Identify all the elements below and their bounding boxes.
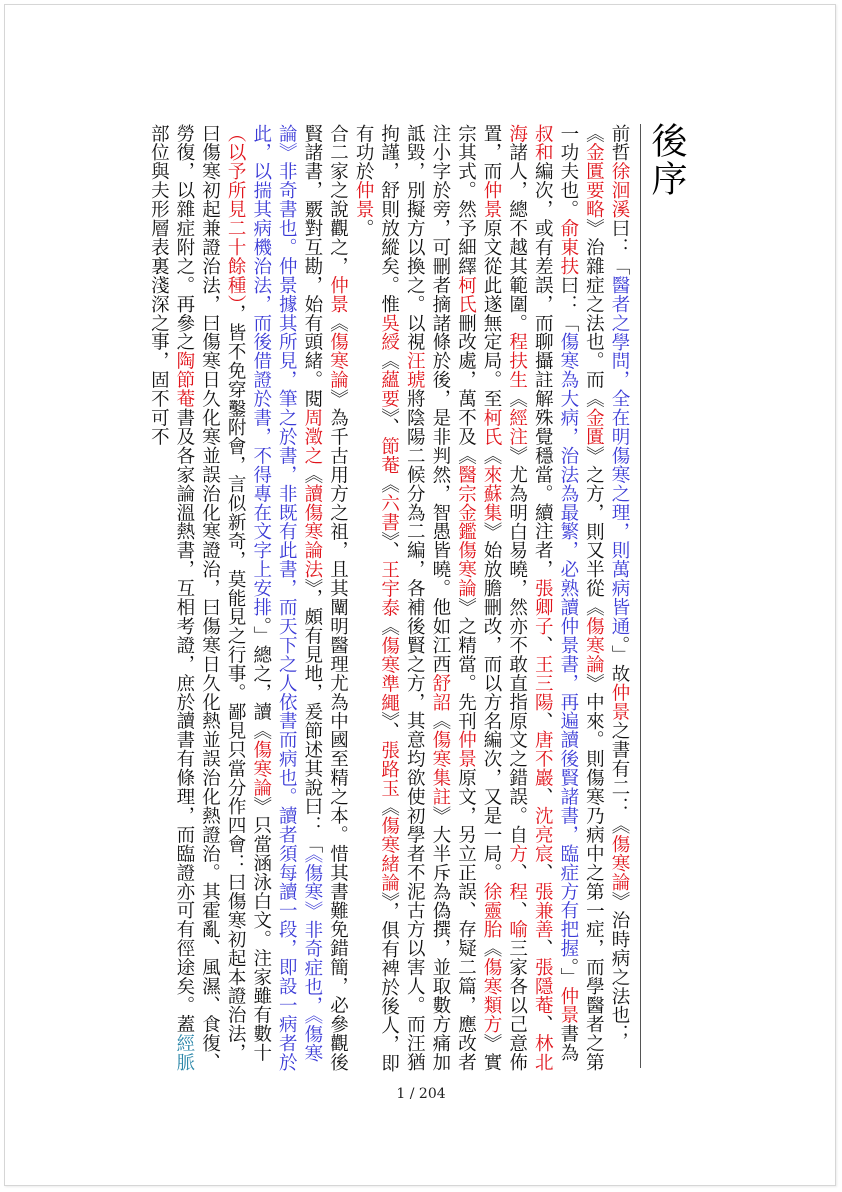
- blue-quote-text: 傷寒為大病，治法為最繁，必熟讀仲景書，再遍讀後賢諸書，臨症方有把握: [557, 332, 579, 958]
- red-highlight-text: 傷寒集註: [429, 730, 451, 807]
- red-highlight-text: 張兼善: [532, 882, 554, 939]
- red-highlight-text: 蘊要: [378, 370, 400, 409]
- red-highlight-text: 吳綬: [378, 313, 400, 352]
- body-text: 、: [532, 635, 554, 655]
- red-highlight-text: 仲景: [353, 180, 375, 219]
- body-text: 前哲: [609, 124, 630, 162]
- body-text: 《: [378, 474, 400, 494]
- title-divider: [640, 124, 641, 1068]
- red-highlight-text: 喻: [506, 919, 528, 939]
- red-highlight-text: 傷寒論: [327, 332, 349, 390]
- red-highlight-text: 傷寒論: [250, 740, 272, 797]
- body-text: 》大半斥為偽撰，並取數方痛加詆毀，別擬方以換之。以視: [404, 124, 451, 1072]
- red-highlight-text: 沈亮宸: [532, 806, 554, 864]
- body-text: 》中來。則傷寒乃病中之第一症，而學醫者之第一功夫也。: [557, 124, 605, 1072]
- body-text: ，皆不免穿鑿附會，言似新奇，莫能見之行事。鄙見只當分作四會：曰傷寒初起本證治法，曰傷寒初起兼證治法，曰傷寒日久化寒並誤治化寒證治，曰傷寒日久化熱並誤治化熱證治。其霍亂、風濕、食復、勞復，以雜症附之。再參之: [173, 124, 247, 1072]
- body-text: 》，俱有裨於後人，即有功於: [353, 124, 400, 1073]
- body-text: 》治雜症之法也。而《: [583, 218, 605, 409]
- body-text: 原文，另立正誤、存疑二篇，應改者注小字於旁，可刪者摘諸條於後，是非判然，智愚皆曉。他如江西: [429, 124, 477, 1072]
- red-highlight-text: 仲景: [481, 180, 503, 219]
- body-text: 《: [429, 711, 451, 731]
- body-text: 書及各家論溫熱書，互相考證，庶於讀書有條理，而臨證亦可有徑途矣。蓋: [173, 408, 195, 1034]
- body-text: 原文從此遂無定局。至: [481, 218, 503, 409]
- body-text: 曰：「: [609, 218, 630, 276]
- teal-highlight-text: 經脈: [173, 1033, 195, 1072]
- red-highlight-text: 方: [506, 844, 528, 864]
- body-text: 。: [353, 218, 375, 238]
- body-text: 《: [378, 797, 400, 817]
- red-highlight-text: 傷寒緒論: [378, 816, 400, 893]
- body-text: 、: [506, 900, 528, 920]
- red-highlight-text: 程扶生: [506, 332, 528, 390]
- red-highlight-text: 徐洄溪: [609, 161, 630, 219]
- body-text: 》之精當。先刊: [455, 597, 477, 731]
- body-text: 》尤為明白易曉，然亦不敢直指原文之錯誤。自: [506, 446, 528, 845]
- body-text: 《: [506, 389, 528, 409]
- red-highlight-text: 張隱菴: [532, 957, 554, 1015]
- red-highlight-text: 柯氏: [455, 275, 477, 314]
- red-highlight-text: 唐不巖: [532, 730, 554, 788]
- body-text: 、: [532, 711, 554, 731]
- document-body: [0, 124, 632, 1074]
- body-text: 書為: [557, 1024, 579, 1063]
- body-text: 《: [378, 617, 400, 637]
- body-text: 、: [532, 863, 554, 883]
- red-highlight-text: 張卿子: [532, 578, 554, 636]
- red-highlight-text: 林北海: [506, 124, 554, 1072]
- red-highlight-text: 俞東扶: [557, 218, 579, 276]
- red-highlight-text: 傷寒論: [609, 834, 630, 892]
- page-current: 1: [396, 1086, 406, 1102]
- page-total: 204: [418, 1086, 446, 1102]
- red-highlight-text: 程: [506, 882, 528, 901]
- red-highlight-text: 仲景: [609, 683, 630, 722]
- body-text: 《: [481, 446, 503, 466]
- body-text: 將陰陽二候分為二編，各補後賢之方，其意均欲使初學者不泥古方以害人。而汪猶拘謹，舒則放縱矣。惟: [378, 124, 426, 1072]
- red-highlight-text: 六書: [378, 493, 400, 532]
- red-highlight-text: 傷寒論: [583, 616, 605, 674]
- red-highlight-text: （以予所見二十餘種）: [225, 124, 247, 305]
- body-text: 。」: [557, 957, 579, 987]
- body-text: 編次，或有差誤，而聊攝註解殊覺穩當。續注者，: [532, 161, 554, 579]
- red-highlight-text: 徐靈胎: [481, 882, 503, 939]
- body-text: 》之方，則又半從《: [583, 446, 605, 617]
- red-highlight-text: 傷寒類方: [481, 957, 503, 1034]
- blue-quote-text: 醫者之學問，全在明傷寒之理，則萬病皆通: [609, 275, 630, 636]
- body-text: 《: [327, 313, 349, 333]
- body-text: 曰：「: [557, 275, 579, 333]
- red-highlight-text: 柯氏: [481, 408, 503, 447]
- red-highlight-text: 醫宗金鑑傷寒論: [455, 465, 477, 598]
- red-highlight-text: 仲景: [455, 730, 477, 769]
- red-highlight-text: 節菴: [378, 436, 400, 475]
- body-text: 、: [506, 863, 528, 883]
- body-text: 。」總之，讀《: [250, 616, 272, 741]
- red-highlight-text: 周澂之: [301, 408, 323, 466]
- red-highlight-text: 叔和: [532, 124, 554, 162]
- page-separator: /: [409, 1086, 415, 1102]
- body-text: 》、: [378, 531, 400, 561]
- body-text: 》為千古用方之祖，且其闡明醫理尤為中國至精之本。惜其書難免錯簡，必參觀後賢諸書，覈對互勘，始有頭緒。閱: [301, 124, 349, 1072]
- red-highlight-text: 仲景: [557, 986, 579, 1025]
- red-highlight-text: 舒詔: [429, 673, 451, 712]
- body-text: 部位與夫形層表裏淺深之事，固不可不: [148, 124, 170, 447]
- paragraph-2: [146, 124, 351, 1074]
- body-text: 《: [481, 938, 503, 958]
- body-text: 》實宗其式。然予細繹: [455, 124, 503, 1072]
- blue-quote-text: 《傷寒》非奇症也，《傷寒論》非奇書也。仲景據其所見，筆之於書，非既有此書，而天下之人依書而病也。讀者須每讀一段，即設一病者於此，以揣其病機治法，而後借證於書，不得專在文字上安排: [250, 124, 323, 1072]
- red-highlight-text: 來蘇集: [481, 465, 503, 522]
- body-text: 、: [532, 787, 554, 807]
- body-text: 。」故: [609, 635, 630, 684]
- page-title: 後序: [646, 122, 687, 198]
- body-text: 刪改處，萬不及《: [455, 313, 477, 466]
- red-highlight-text: 王宇泰: [378, 560, 400, 618]
- red-highlight-text: 讀傷寒論法: [301, 484, 323, 579]
- body-text: 之書有二：《: [609, 721, 630, 835]
- body-text: 》、: [378, 408, 400, 437]
- page-indicator: [0, 1086, 842, 1102]
- body-text: 》只當涵泳白文。注家雖有數十: [250, 796, 272, 1063]
- body-text: 三家各以己意佈置，而: [481, 124, 528, 1072]
- red-highlight-text: 經注: [506, 408, 528, 447]
- body-text: 》始放膽刪改，而以方名編次，又是一局。: [481, 521, 503, 883]
- body-text: 《: [378, 351, 400, 371]
- red-highlight-text: 王三陽: [532, 654, 554, 712]
- red-highlight-text: 傷寒準繩: [378, 636, 400, 712]
- red-highlight-text: 陶節菴: [173, 351, 195, 409]
- red-highlight-text: 金匱: [583, 408, 605, 447]
- red-highlight-text: 仲景: [327, 275, 349, 314]
- red-highlight-text: 張路玉: [378, 740, 400, 798]
- body-text: 》、: [378, 711, 400, 741]
- red-highlight-text: 汪琥: [404, 351, 426, 390]
- body-text: 、: [532, 1014, 554, 1034]
- paragraph-1: [350, 124, 632, 1074]
- body-text: 合二家之說觀之，: [327, 124, 349, 276]
- body-text: 《: [301, 465, 323, 485]
- body-text: 、: [532, 938, 554, 958]
- body-text: 》治時病之法也；《: [583, 124, 630, 1044]
- body-text: 諸人，總不越其範圍。: [506, 142, 528, 333]
- red-highlight-text: 金匱要略: [583, 142, 605, 219]
- body-text: 》，頗有見地，爰節述其說曰：「: [301, 578, 323, 854]
